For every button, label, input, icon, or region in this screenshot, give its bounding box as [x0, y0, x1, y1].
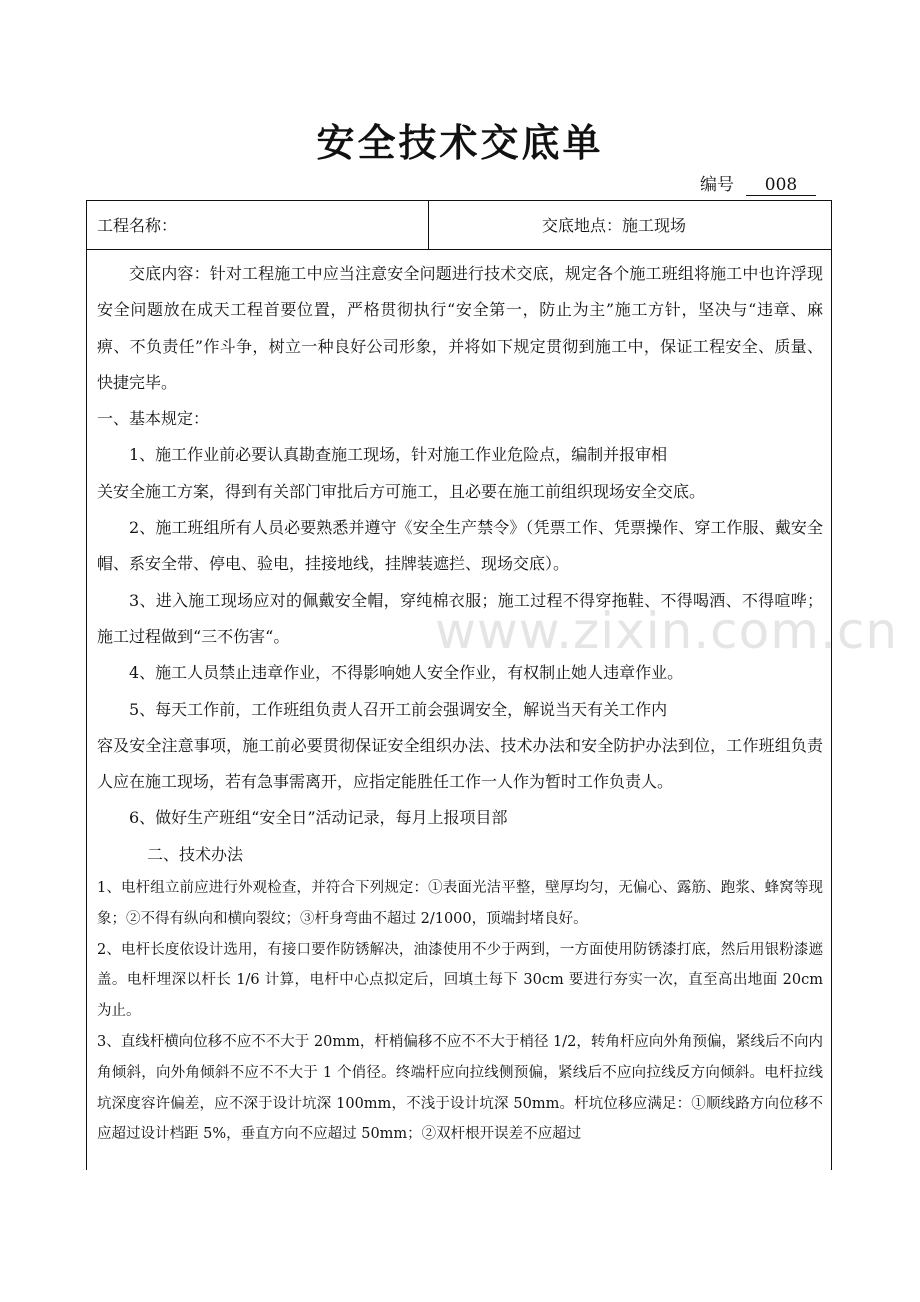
document-title: 安全技术交底单 [316, 120, 604, 165]
rule-item-6: 6、做好生产班组“安全日”活动记录，每月上报项目部 [129, 808, 508, 828]
tech-item-1: 1、电杆组立前应进行外观检查，并符合下列规定：①表面光洁平整，壁厚均匀，无偏心、露筋、跑浆、蜂窝等现象；②不得有纵向和横向裂纹；③杆身弯曲不超过 2/1000，顶端封堵良好。 [97, 880, 823, 927]
document-number-value: 008 [746, 175, 816, 196]
rule-item-5-cont: 容及安全注意事项，施工前必要贯彻保证安全组织办法、技术办法和安全防护办法到位，工作班组负责人应在施工现场，若有急事需离开，应指定能胜任工作一人作为暂时工作负责人。 [97, 735, 823, 792]
tech-item-2: 2、电杆长度依设计选用，有接口要作防锈解决，油漆使用不少于两到，一方面使用防锈漆打底，然后用银粉漆遮盖。电杆埋深以杆长 1/6 计算，电杆中心点拟定后，回填土每下 30cm 要进行夯实一次，直至高出地面 20cm 为止。 [97, 941, 823, 1020]
document-number-label: 编号 [700, 175, 734, 195]
rule-item-1-cont: 关安全施工方案，得到有关部门审批后方可施工，且必要在施工前组织现场安全交底。 [97, 481, 706, 501]
rule-item-3: 3、进入施工现场应对的佩戴安全帽，穿纯棉衣服；施工过程不得穿拖鞋、不得喝酒、不得喧哗；施工过程做到“三不伤害“。 [97, 590, 823, 646]
rule-item-1-line: 1、施工作业前必要认真勘查施工现场，针对施工作业危险点，编制并报审相 [129, 445, 668, 465]
intro-paragraph: 交底内容：针对工程施工中应当注意安全问题进行技术交底，规定各个施工班组将施工中也许浮现安全问题放在成天工程首要位置，严格贯彻执行“安全第一，防止为主”施工方针，坚决与“违章、麻痹、不负责任”作斗争，树立一种良好公司形象，并将如下规定贯彻到施工中，保证工程安全、质量、快捷完毕。 [97, 264, 823, 392]
rule-item-4: 4、施工人员禁止违章作业，不得影响她人安全作业，有权制止她人违章作业。 [129, 663, 684, 683]
rule-item-2: 2、施工班组所有人员必要熟悉并遵守《安全生产禁令》（凭票工作、凭票操作、穿工作服、戴安全帽、系安全带、停电、验电，挂接地线，挂牌装遮拦、现场交底）。 [97, 518, 823, 574]
header-row [87, 201, 831, 250]
section2-heading: 二、技术办法 [147, 844, 244, 864]
briefing-table [86, 200, 832, 1170]
section1-heading: 一、基本规定： [97, 409, 210, 429]
tech-item-3: 3、直线杆横向位移不应不不大于 20mm，杆梢偏移不应不不大于梢径 1/2，转角杆应向外角预偏，紧线后不向内角倾斜，向外角倾斜不应不不大于 1 个俏径。终端杆应向拉线侧预偏，紧线后不应向拉线反方向倾斜。电杆拉线坑深度容许偏差，应不深于设计坑深 100mm，不浅于设计坑深 50mm。杆坑位移应满足：①顺线路方向位移不应超过设计档距 5%，垂直方向不应超过 50mm；②双杆根开误差不应超过 [97, 1034, 823, 1143]
project-name-cell: 工程名称： [87, 201, 429, 249]
briefing-content [87, 250, 831, 1150]
rule-item-5-line: 5、每天工作前，工作班组负责人召开工前会强调安全，解说当天有关工作内 [129, 699, 668, 719]
watermark: www.zixin.com.cn [435, 602, 899, 660]
location-cell: 交底地点：施工现场 [542, 216, 687, 235]
document-number [700, 170, 816, 196]
